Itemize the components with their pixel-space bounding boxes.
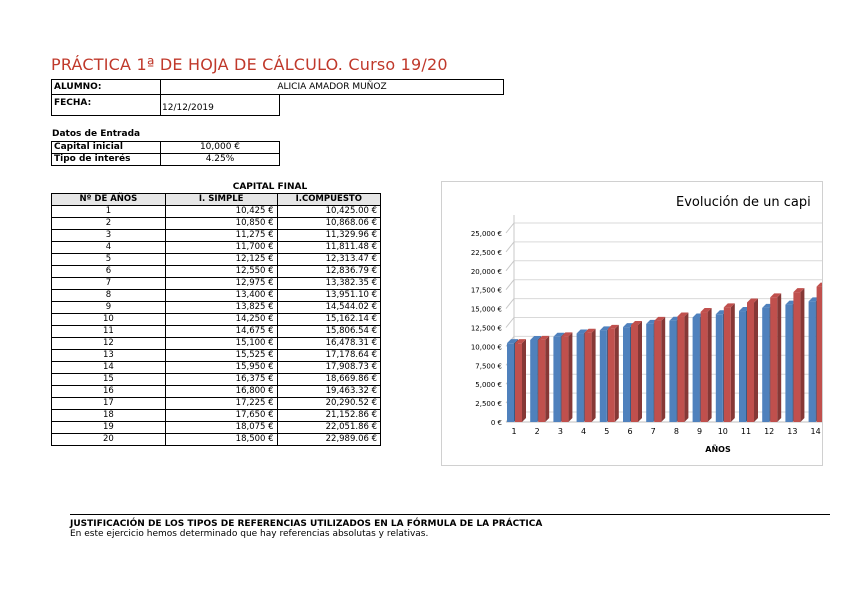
compound-interest-cell[interactable]: 11,811.48 €: [277, 242, 380, 254]
compound-interest-cell[interactable]: 17,908.73 €: [277, 362, 380, 374]
compound-interest-cell[interactable]: 16,478.31 €: [277, 338, 380, 350]
bar: [646, 324, 653, 422]
table-row: [52, 434, 381, 446]
table-row: [52, 218, 381, 230]
notes-section: [70, 514, 830, 539]
grid-line-diagonal: [506, 261, 514, 271]
grid-line-diagonal: [506, 318, 514, 328]
y-tick-label: 22,500 €: [470, 248, 502, 257]
bar-side: [731, 303, 735, 422]
table-row: [52, 278, 381, 290]
capital-label: Capital inicial: [51, 141, 161, 154]
bar: [793, 292, 800, 422]
table-row: [52, 290, 381, 302]
year-cell[interactable]: 16: [52, 386, 166, 398]
year-cell[interactable]: 10: [52, 314, 166, 326]
column-header: Nº DE AÑOS: [52, 194, 166, 206]
x-tick-label: 11: [740, 427, 752, 436]
compound-interest-cell[interactable]: 20,290.52 €: [277, 398, 380, 410]
y-tick-label: 0 €: [490, 419, 502, 427]
bar: [608, 329, 615, 422]
bar: [693, 317, 700, 422]
y-tick-label: 15,000 €: [470, 305, 502, 314]
year-cell[interactable]: 1: [52, 206, 166, 218]
table-row: [52, 374, 381, 386]
y-tick-label: 25,000 €: [470, 230, 502, 238]
table-row: [52, 266, 381, 278]
bar: [762, 308, 769, 422]
simple-interest-cell[interactable]: 13,825 €: [165, 302, 277, 314]
simple-interest-cell[interactable]: 17,225 €: [165, 398, 277, 410]
bar-side: [615, 325, 619, 422]
alumno-label: ALUMNO:: [51, 79, 161, 95]
compound-interest-cell[interactable]: 15,162.14 €: [277, 314, 380, 326]
bar-side: [661, 317, 665, 422]
chart-title: Evolución de un capi: [676, 195, 811, 210]
table-row: [52, 410, 381, 422]
bar: [724, 307, 731, 422]
x-tick-label: 6: [627, 427, 633, 436]
compound-interest-cell[interactable]: 19,463.32 €: [277, 386, 380, 398]
y-tick-label: 7,500 €: [475, 362, 502, 371]
bar: [654, 321, 661, 422]
year-cell[interactable]: 15: [52, 374, 166, 386]
table-header-row: [52, 194, 381, 206]
year-cell[interactable]: 14: [52, 362, 166, 374]
alumno-value[interactable]: ALICIA AMADOR MUÑOZ: [160, 79, 504, 95]
x-tick-label: 5: [604, 427, 610, 436]
bar: [716, 314, 723, 422]
simple-interest-cell[interactable]: 14,250 €: [165, 314, 277, 326]
year-cell[interactable]: 5: [52, 254, 166, 266]
compound-interest-cell[interactable]: 18,669.86 €: [277, 374, 380, 386]
simple-interest-cell[interactable]: 15,100 €: [165, 338, 277, 350]
table-row: [52, 254, 381, 266]
simple-interest-cell[interactable]: 18,075 €: [165, 422, 277, 434]
simple-interest-cell[interactable]: 10,425 €: [165, 206, 277, 218]
simple-interest-cell[interactable]: 12,550 €: [165, 266, 277, 278]
y-tick-label: 10,000 €: [470, 343, 502, 352]
bar-side: [708, 308, 712, 422]
x-tick-label: 9: [697, 427, 703, 436]
compound-interest-cell[interactable]: 13,382.35 €: [277, 278, 380, 290]
grid-line-diagonal: [506, 299, 514, 309]
compound-interest-cell[interactable]: 13,951.10 €: [277, 290, 380, 302]
x-tick-label: 12: [764, 427, 775, 436]
interes-value[interactable]: 4.25%: [160, 153, 280, 166]
simple-interest-cell[interactable]: 10,850 €: [165, 218, 277, 230]
capital-final-table: [51, 193, 381, 446]
compound-interest-cell[interactable]: 12,836.79 €: [277, 266, 380, 278]
capital-value[interactable]: 10,000 €: [160, 141, 280, 154]
bar-side: [754, 298, 758, 422]
compound-interest-cell[interactable]: 22,989.06 €: [277, 434, 380, 446]
notes-line: En este ejercicio hemos determinado que hay referencias absolutas y relativas.: [70, 529, 429, 539]
y-tick-label: 17,500 €: [470, 286, 502, 295]
simple-interest-cell[interactable]: 11,275 €: [165, 230, 277, 242]
x-tick-label: 7: [650, 427, 656, 436]
bar-side: [800, 288, 804, 422]
year-cell[interactable]: 19: [52, 422, 166, 434]
bar: [631, 325, 638, 422]
x-tick-label: 4: [581, 427, 587, 436]
inputs-title: Datos de Entrada: [52, 129, 141, 139]
table-row: [52, 386, 381, 398]
bar: [669, 321, 676, 422]
simple-interest-cell[interactable]: 12,975 €: [165, 278, 277, 290]
bar-side: [684, 313, 688, 422]
x-tick-label: 2: [534, 427, 540, 436]
compound-interest-cell[interactable]: 15,806.54 €: [277, 326, 380, 338]
x-tick-label: 13: [787, 427, 798, 436]
x-tick-label: 8: [673, 427, 679, 436]
year-cell[interactable]: 6: [52, 266, 166, 278]
bar: [809, 301, 816, 422]
compound-interest-cell[interactable]: 17,178.64 €: [277, 350, 380, 362]
year-cell[interactable]: 4: [52, 242, 166, 254]
simple-interest-cell[interactable]: 15,525 €: [165, 350, 277, 362]
bar-top: [817, 283, 822, 287]
bar: [739, 311, 746, 422]
table-row: [52, 206, 381, 218]
table-row: [52, 326, 381, 338]
bar: [770, 297, 777, 422]
table-row: [52, 422, 381, 434]
table-row: [52, 230, 381, 242]
bar-side: [592, 329, 596, 422]
bar: [538, 340, 545, 422]
simple-interest-cell[interactable]: 12,125 €: [165, 254, 277, 266]
grid-line-diagonal: [506, 242, 514, 252]
bar: [677, 317, 684, 422]
page-title: PRÁCTICA 1ª DE HOJA DE CÁLCULO. Curso 19/20: [51, 55, 448, 74]
x-tick-label: 14: [810, 427, 821, 436]
compound-interest-cell[interactable]: 22,051.86 €: [277, 422, 380, 434]
simple-interest-cell[interactable]: 15,950 €: [165, 362, 277, 374]
year-cell[interactable]: 17: [52, 398, 166, 410]
y-tick-label: 12,500 €: [470, 324, 502, 333]
grid-line-diagonal: [506, 223, 514, 233]
bar-side: [545, 336, 549, 422]
year-cell[interactable]: 13: [52, 350, 166, 362]
compound-interest-cell[interactable]: 10,425.00 €: [277, 206, 380, 218]
column-header: I.COMPUESTO: [277, 194, 380, 206]
year-cell[interactable]: 20: [52, 434, 166, 446]
bar: [577, 334, 584, 422]
compound-interest-cell[interactable]: 10,868.06 €: [277, 218, 380, 230]
year-cell[interactable]: 2: [52, 218, 166, 230]
simple-interest-cell[interactable]: 18,500 €: [165, 434, 277, 446]
x-axis-title: AÑOS: [705, 445, 731, 454]
bar: [585, 333, 592, 422]
bar: [600, 330, 607, 422]
table-row: [52, 302, 381, 314]
simple-interest-cell[interactable]: 11,700 €: [165, 242, 277, 254]
notes-heading: JUSTIFICACIÓN DE LOS TIPOS DE REFERENCIAS UTILIZADOS EN LA FÓRMULA DE LA PRÁCTICA: [70, 519, 543, 529]
chart-container[interactable]: [441, 181, 823, 466]
x-tick-label: 1: [511, 427, 517, 436]
y-tick-label: 2,500 €: [475, 400, 502, 409]
year-cell[interactable]: 9: [52, 302, 166, 314]
bar-side: [638, 321, 642, 422]
year-cell[interactable]: 8: [52, 290, 166, 302]
compound-interest-cell[interactable]: 12,313.47 €: [277, 254, 380, 266]
y-tick-label: 20,000 €: [470, 267, 502, 276]
x-tick-label: 10: [717, 427, 728, 436]
table-row: [52, 398, 381, 410]
bar: [785, 305, 792, 422]
bar: [507, 343, 514, 422]
table-row: [52, 242, 381, 254]
simple-interest-cell[interactable]: 14,675 €: [165, 326, 277, 338]
y-tick-label: 5,000 €: [475, 381, 502, 390]
grid-line-diagonal: [506, 280, 514, 290]
bar: [515, 343, 522, 422]
bar: [561, 336, 568, 422]
bar: [747, 302, 754, 422]
compound-interest-cell[interactable]: 21,152.86 €: [277, 410, 380, 422]
table-row: [52, 350, 381, 362]
bar: [553, 337, 560, 422]
year-cell[interactable]: 12: [52, 338, 166, 350]
bar-side: [522, 339, 526, 422]
table-row: [52, 314, 381, 326]
bar: [530, 340, 537, 422]
year-cell[interactable]: 18: [52, 410, 166, 422]
evolution-chart: [442, 182, 822, 465]
fecha-label: FECHA:: [51, 94, 161, 116]
bar: [701, 312, 708, 422]
table-caption: CAPITAL FINAL: [232, 182, 308, 192]
year-cell[interactable]: 3: [52, 230, 166, 242]
table-row: [52, 338, 381, 350]
year-cell[interactable]: 7: [52, 278, 166, 290]
bar-side: [777, 293, 781, 422]
year-cell[interactable]: 11: [52, 326, 166, 338]
bar-side: [568, 332, 572, 422]
simple-interest-cell[interactable]: 16,375 €: [165, 374, 277, 386]
simple-interest-cell[interactable]: 13,400 €: [165, 290, 277, 302]
table-row: [52, 362, 381, 374]
compound-interest-cell[interactable]: 11,329.96 €: [277, 230, 380, 242]
bar: [817, 287, 822, 422]
fecha-value[interactable]: 12/12/2019: [160, 94, 280, 116]
x-tick-label: 3: [557, 427, 563, 436]
column-header: I. SIMPLE: [165, 194, 277, 206]
simple-interest-cell[interactable]: 16,800 €: [165, 386, 277, 398]
simple-interest-cell[interactable]: 17,650 €: [165, 410, 277, 422]
bar: [623, 327, 630, 422]
compound-interest-cell[interactable]: 14,544.02 €: [277, 302, 380, 314]
interes-label: Tipo de interés: [51, 153, 161, 166]
